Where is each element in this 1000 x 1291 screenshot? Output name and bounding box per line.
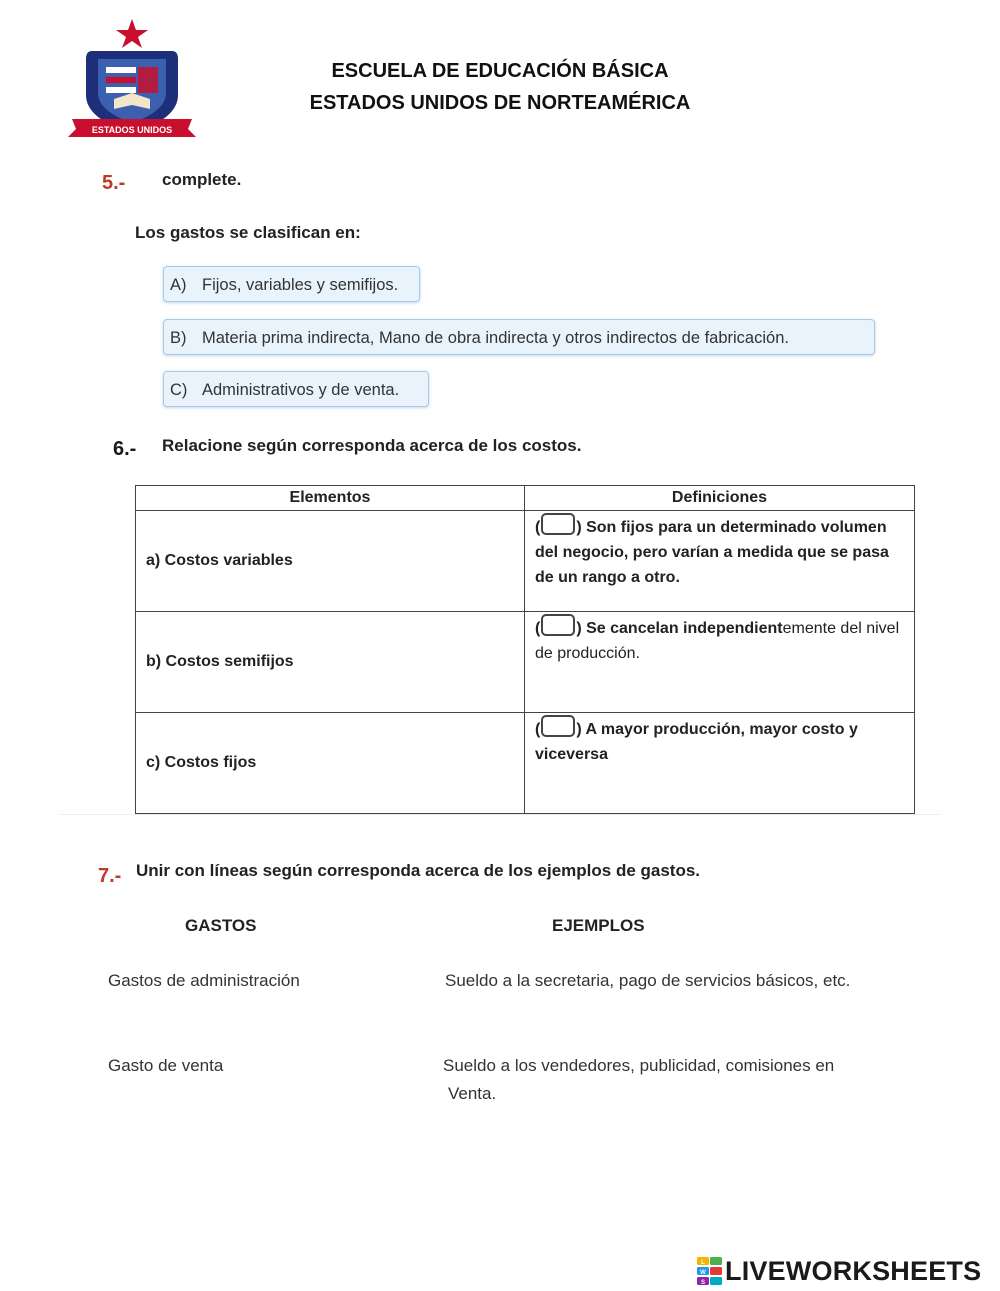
liveworksheets-brand	[697, 1256, 981, 1286]
q5-prompt: Los gastos se clasifican en:	[135, 223, 361, 242]
q5-option-c[interactable]	[163, 371, 429, 407]
q7-instruction: Unir con líneas según corresponda acerca de los ejemplos de gastos.	[136, 861, 701, 880]
ejemplo-item-2[interactable]: Sueldo a los vendedores, publicidad, comisiones en	[443, 1056, 835, 1075]
definition-text-bold: ) Se cancelan independient	[576, 620, 783, 637]
q5-option-a[interactable]	[163, 266, 420, 302]
logo-ribbon-text: ESTADOS UNIDOS	[91, 125, 173, 135]
option-text: Fijos, variables y semifijos.	[202, 276, 399, 294]
definition-text: ) A mayor producción, mayor costo y viceversa	[535, 721, 858, 763]
definition-cell	[525, 612, 915, 713]
definition-text-light: emente del nivel de producción.	[535, 620, 900, 662]
gasto-item-venta[interactable]: Gasto de venta	[108, 1056, 224, 1075]
ejemplo-item-1[interactable]: Sueldo a la secretaria, pago de servicios básicos, etc.	[445, 971, 851, 990]
col-header-elementos: Elementos	[136, 486, 525, 511]
table-row	[136, 612, 915, 713]
paren-open: (	[535, 620, 541, 637]
option-letter: C)	[170, 381, 188, 399]
answer-blank-1[interactable]	[541, 513, 575, 535]
gasto-item-administracion[interactable]: Gastos de administración	[108, 971, 300, 990]
definition-text: ) Son fijos para un determinado volumen del negocio, pero varían a medida que se pasa de un rango a otro.	[535, 519, 889, 586]
liveworksheets-logo-icon	[697, 1257, 723, 1285]
col-header-ejemplos: EJEMPLOS	[552, 916, 645, 935]
school-name-line2: ESTADOS UNIDOS DE NORTEAMÉRICA	[309, 92, 691, 114]
option-letter: A)	[170, 276, 187, 294]
option-letter: B)	[170, 329, 187, 347]
q6-number: 6.-	[113, 438, 137, 460]
brand-text: LIVEWORKSHEETS	[725, 1256, 982, 1286]
definition-cell	[525, 511, 915, 612]
svg-text:W: W	[700, 1270, 706, 1276]
table-header-row	[136, 486, 915, 511]
element-cell: b) Costos semifijos	[136, 612, 525, 713]
answer-blank-3[interactable]	[541, 715, 575, 737]
q6-instruction: Relacione según corresponda acerca de los costos.	[162, 436, 582, 455]
q5-number: 5.-	[102, 172, 126, 194]
definition-cell	[525, 713, 915, 814]
option-text: Administrativos y de venta.	[202, 381, 400, 399]
element-cell: c) Costos fijos	[136, 713, 525, 814]
paren-open: (	[535, 519, 541, 536]
option-text: Materia prima indirecta, Mano de obra indirecta y otros indirectos de fabricación.	[202, 329, 789, 347]
section-divider	[60, 814, 940, 815]
q5-instruction: complete.	[162, 170, 242, 189]
table-row	[136, 713, 915, 814]
star-icon	[116, 19, 148, 48]
answer-blank-2[interactable]	[541, 614, 575, 636]
col-header-gastos: GASTOS	[185, 916, 257, 935]
q5-option-b[interactable]	[163, 319, 875, 355]
q7-number: 7.-	[98, 865, 122, 887]
school-name-line1: ESCUELA DE EDUCACIÓN BÁSICA	[331, 60, 669, 82]
paren-open: (	[535, 721, 541, 738]
svg-text:L: L	[701, 1260, 705, 1266]
element-cell: a) Costos variables	[136, 511, 525, 612]
ejemplo-item-2-cont: Venta.	[448, 1084, 497, 1103]
costs-table	[135, 485, 915, 814]
table-row	[136, 511, 915, 612]
svg-text:S: S	[700, 1280, 706, 1285]
col-header-definiciones: Definiciones	[525, 486, 915, 511]
